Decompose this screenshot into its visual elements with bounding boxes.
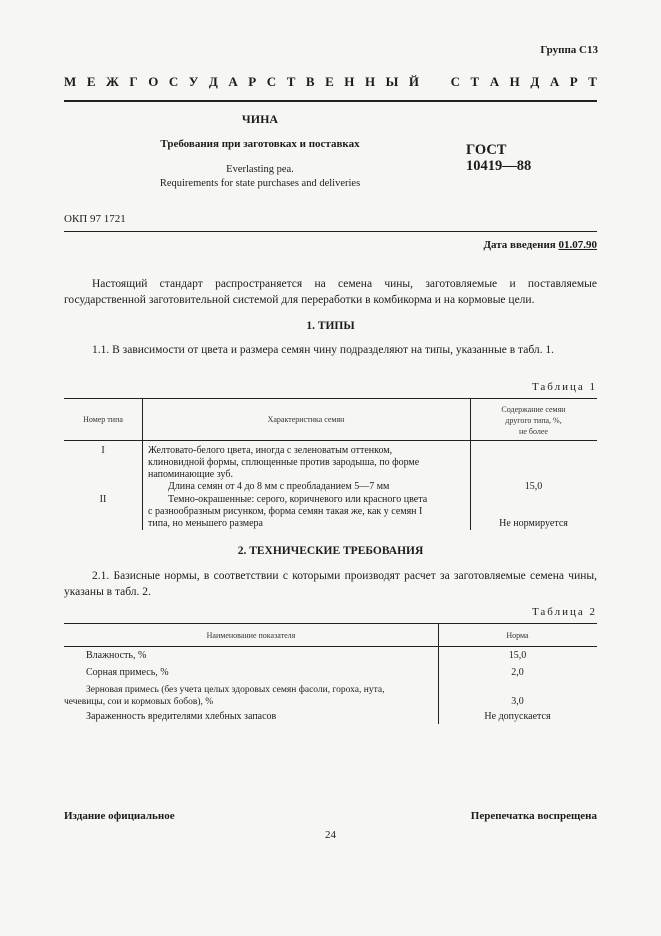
intro-paragraph: Настоящий стандарт распространяется на семена чины, заготовляемые и поставляемые государственной заготовительной системой для переработки в комбикорма и на кормовые цели.: [64, 278, 597, 306]
table-rule: [64, 623, 597, 624]
heading-letter: В: [305, 74, 315, 89]
heading-letter: С: [266, 74, 277, 89]
name-line: Зерновая примесь (без учета целых здоровых семян фасоли, гороха, нута,: [86, 685, 385, 695]
heading-letter: Т: [286, 74, 296, 89]
heading-letter: Д: [530, 74, 540, 89]
heading-letter: Р: [248, 74, 257, 89]
okp-rule: [64, 231, 597, 232]
desc-line: Темно-окрашенные: серого, коричневого или красного цвета: [168, 494, 428, 505]
table-2-name-cell: Влажность, %: [86, 650, 147, 661]
table-1-header-type: Номер типа: [83, 415, 123, 424]
english-title-line: Everlasting pea.: [226, 164, 294, 175]
table-2-value-cell: 15,0: [508, 650, 527, 661]
table-2-value-cell: 3,0: [511, 696, 524, 707]
heading-letter: О: [148, 74, 159, 89]
heading-letter: Г: [129, 74, 138, 89]
heading-letter: Н: [509, 74, 520, 89]
heading-letter: Ы: [385, 74, 399, 89]
heading-letter: Р: [569, 74, 578, 89]
table-2-label: Таблица 2: [531, 606, 597, 618]
table-2-name-cell: Зараженность вредителями хлебных запасов: [86, 711, 277, 722]
table-1-type-cell: II: [99, 494, 107, 505]
table-2-header-name: Наименование показателя: [206, 631, 296, 640]
table-2-value-cell: Не допускается: [484, 711, 551, 722]
table-1-header-content: [470, 404, 597, 437]
table-1-type-cell: I: [101, 445, 105, 456]
heading-letter: Н: [344, 74, 355, 89]
heading-rule: [64, 100, 597, 102]
document-subtitle: Требования при заготовках и поставках: [160, 138, 360, 150]
heading-letter: М: [64, 74, 77, 89]
table-2-header-norm: Норма: [506, 631, 529, 640]
table-1: [64, 398, 597, 530]
table-2-name-cell: [64, 684, 436, 708]
desc-line: с разнообразным рисунком, форма семян такая же, как у семян I: [148, 506, 423, 517]
heading-letter: А: [228, 74, 238, 89]
header-line: не более: [519, 427, 548, 436]
footer-reprint-prohibited: Перепечатка воспрещена: [470, 810, 597, 822]
section-2-paragraph: 2.1. Базисные нормы, в соответствии с которыми производят расчет за заготовляемые семена чины, указаны в табл. 2.: [64, 570, 597, 598]
table-2: [64, 623, 597, 724]
introduction-date: [483, 239, 597, 251]
heading-letter: С: [450, 74, 461, 89]
desc-line: Желтовато-белого цвета, иногда с зеленоватым оттенком,: [148, 445, 393, 456]
table-1-value-cell: 15,0: [524, 481, 543, 492]
table-2-name-cell: Сорная примесь, %: [86, 667, 169, 678]
table-1-value-cell: Не нормируется: [499, 518, 568, 529]
heading-letter: Т: [470, 74, 480, 89]
gost-designation: [466, 142, 531, 174]
heading-letter: У: [188, 74, 199, 89]
table-1-desc-cell: [148, 445, 464, 493]
english-title: [130, 163, 390, 191]
document-title: ЧИНА: [241, 112, 279, 126]
heading-letter: Й: [408, 74, 420, 89]
english-title-line: Requirements for state purchases and deliveries: [159, 178, 361, 189]
header-line: Содержание семян: [501, 405, 566, 414]
section-1-paragraph: 1.1. В зависимости от цвета и размера семян чину подразделяют на типы, указанные в табл. 1.: [92, 344, 554, 356]
header-line: другого типа, %,: [505, 416, 562, 425]
desc-line: Длина семян от 4 до 8 мм с преобладанием 5—7 мм: [168, 481, 390, 492]
introduction-date-value: 01.07.90: [558, 239, 597, 251]
heading-letter: А: [549, 74, 560, 89]
table-2-value-cell: 2,0: [511, 667, 524, 678]
name-line: чечевицы, сои и кормовых бобов), %: [64, 697, 214, 707]
table-rule: [64, 440, 597, 441]
introduction-date-label: Дата введения: [483, 239, 556, 251]
heading-letter: Ж: [106, 74, 119, 89]
gost-number: 10419—88: [466, 158, 532, 174]
heading-letter: Н: [364, 74, 376, 89]
section-2-heading: 2. ТЕХНИЧЕСКИЕ ТРЕБОВАНИЯ: [237, 545, 424, 557]
group-code: Группа С13: [540, 44, 598, 56]
footer-official-edition: Издание официальное: [64, 810, 175, 822]
page-number: 24: [325, 829, 336, 841]
heading-letter: Е: [86, 74, 96, 89]
table-rule: [64, 398, 597, 399]
interstate-standard-heading: [64, 74, 597, 90]
heading-letter: Е: [325, 74, 334, 89]
desc-line: напоминающие зуб.: [148, 469, 233, 480]
desc-line: клиновидной формы, сплющенные против зародыша, по форме: [148, 457, 420, 468]
desc-line: типа, но меньшего размера: [148, 518, 263, 529]
section-1-heading: 1. ТИПЫ: [306, 320, 355, 332]
gost-label: ГОСТ: [466, 142, 507, 158]
table-1-desc-cell: [148, 494, 464, 530]
table-1-header-desc: Характеристика семян: [267, 415, 345, 424]
table-rule: [64, 646, 597, 647]
heading-letter: Д: [208, 74, 218, 89]
table-1-label: Таблица 1: [531, 381, 597, 393]
heading-letter: Т: [588, 74, 597, 89]
okp-code: ОКП 97 1721: [64, 213, 126, 225]
heading-letter: А: [489, 74, 500, 89]
heading-letter: С: [168, 74, 179, 89]
